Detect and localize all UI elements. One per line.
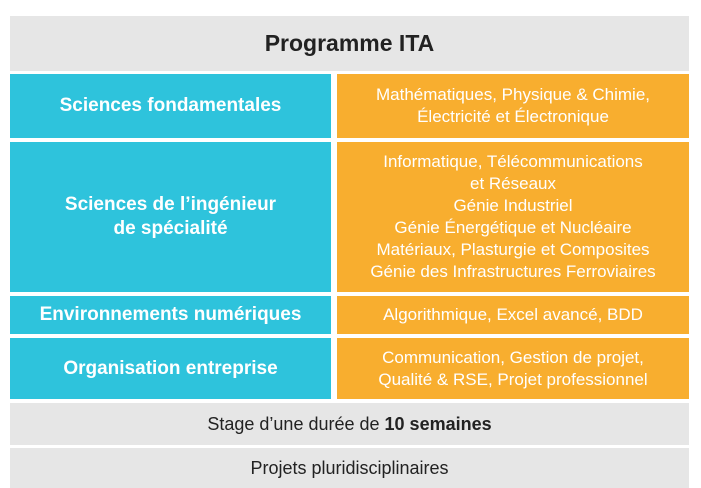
category-label: Sciences fondamentales bbox=[59, 95, 282, 116]
subjects-cell bbox=[337, 338, 689, 399]
category-label: Sciences de l’ingénieur bbox=[64, 194, 277, 215]
category-label: Organisation entreprise bbox=[63, 357, 278, 379]
internship-row bbox=[10, 403, 689, 445]
table-header bbox=[10, 16, 689, 71]
category-label: Environnements numériques bbox=[39, 304, 302, 325]
subject-line: Communication, Gestion de projet, bbox=[382, 347, 644, 367]
subject-line: Algorithmique, Excel avancé, BDD bbox=[383, 305, 643, 324]
subject-line: Matériaux, Plasturgie et Composites bbox=[376, 240, 650, 259]
internship-prefix: Stage d’une durée de bbox=[207, 413, 385, 434]
subject-line: Génie Industriel bbox=[453, 196, 573, 215]
category-cell bbox=[10, 142, 331, 292]
subject-line: Mathématiques, Physique & Chimie, bbox=[375, 85, 651, 104]
subject-line: Génie Énergétique et Nucléaire bbox=[394, 218, 632, 237]
category-cell bbox=[10, 296, 331, 334]
projects-text: Projets pluridisciplinaires bbox=[250, 457, 449, 478]
category-label: de spécialité bbox=[113, 218, 228, 239]
internship-text bbox=[10, 403, 689, 445]
table-row bbox=[10, 296, 689, 334]
internship-duration: 10 semaines bbox=[384, 413, 492, 434]
subject-line: Informatique, Télécommunications bbox=[383, 152, 643, 171]
table-row bbox=[10, 74, 689, 138]
category-cell bbox=[10, 74, 331, 138]
subject-line: Qualité & RSE, Projet professionnel bbox=[378, 369, 648, 389]
subjects-cell bbox=[337, 142, 689, 292]
category-cell bbox=[10, 338, 331, 399]
subjects-cell bbox=[337, 296, 689, 334]
table-row bbox=[10, 338, 689, 399]
subject-line: Génie des Infrastructures Ferroviaires bbox=[370, 262, 656, 281]
table-title: Programme ITA bbox=[264, 30, 435, 56]
subject-line: Électricité et Électronique bbox=[417, 107, 609, 126]
table-row bbox=[10, 142, 689, 292]
programme-table bbox=[10, 16, 689, 478]
projects-row bbox=[10, 448, 689, 488]
subject-line: et Réseaux bbox=[470, 174, 556, 193]
subjects-cell bbox=[337, 74, 689, 138]
